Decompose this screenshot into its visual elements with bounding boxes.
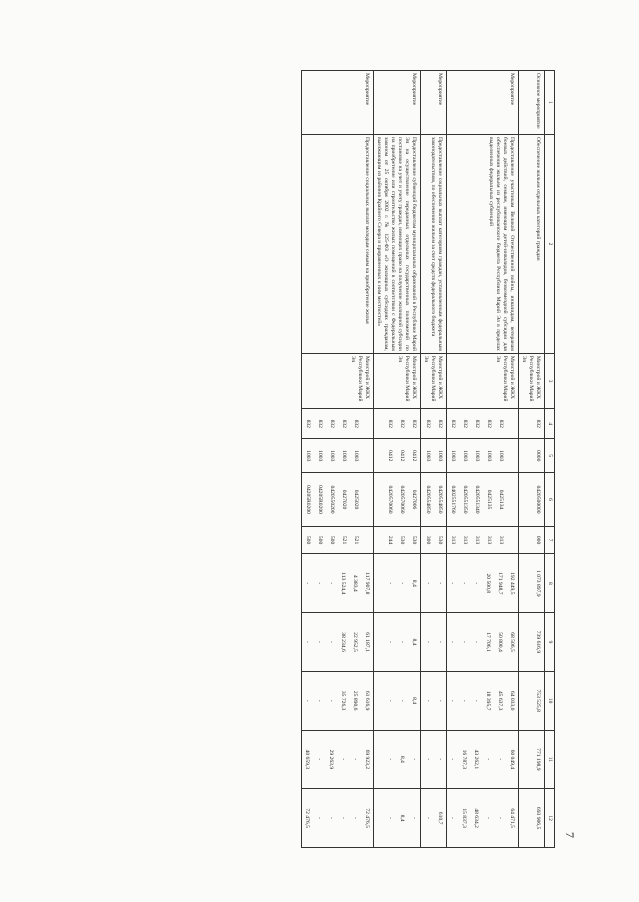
col-11-values [421, 730, 447, 789]
value-cell: 72 476,5 [304, 808, 311, 828]
header-cell-10: 10 [545, 671, 555, 730]
value-cell [509, 411, 515, 436]
value-cell: - [449, 641, 456, 643]
value-cell: 300 [425, 535, 432, 545]
value-cell: 29 263,9 [328, 749, 335, 770]
value-cell: 4 383,4 [352, 574, 359, 592]
value-cell: 17 706,1 [485, 632, 492, 652]
value-cell: 610,7 [437, 811, 444, 825]
value-cell: - [328, 699, 335, 702]
row-executor: Минстрой и ЖКХ Республики Марий Эл [374, 353, 421, 409]
value-cell: 832 [353, 419, 360, 428]
col-10-values [519, 671, 545, 730]
value-cell: 0420570060 [399, 485, 406, 514]
value-cell: 8,4 [411, 697, 418, 705]
header-cell-11: 11 [545, 730, 555, 789]
value-cell: 500 [317, 535, 324, 545]
value-cell [509, 441, 515, 470]
value-cell: 04205R0200 [317, 485, 324, 514]
col-7-values [519, 526, 545, 554]
value-cell: 0420551350 [462, 485, 469, 514]
value-cell: 0425135 [486, 489, 493, 510]
value-cell: - [437, 582, 444, 585]
value-cell: - [304, 699, 311, 702]
value-cell: 753 525,8 [535, 689, 541, 712]
value-cell: 25 890,6 [352, 690, 359, 711]
value-cell: - [485, 817, 492, 820]
value-cell: 0420550200 [329, 485, 336, 514]
value-cell: 0420554850 [425, 485, 432, 514]
value-cell: - [387, 582, 394, 585]
value-cell: - [316, 582, 323, 585]
value-cell: 0420554850 [437, 485, 444, 514]
col-8-values [302, 554, 374, 613]
value-cell: 61 187,1 [364, 632, 371, 652]
value-cell: 60 049,4 [509, 749, 516, 770]
col-4-values [421, 409, 447, 439]
value-cell: - [425, 758, 432, 761]
row-name: Предоставление субвенций бюджетам муниципальных образований в Республике Марий Эл на осуществление переданных отдельных государственных полномочий по постановке на учет и учету граждан, имеющих право на получение жилищной субсидии на приобретение или строительство жилых помещений в соответствии с Федеральным законом от 25 октября 2002 г. № 125-ФЗ «О жилищных субсидиях гражданам, выезжающим из районов Крайнего Севера и приравненных к ним местностей» [374, 135, 421, 354]
value-cell: 521 [353, 535, 360, 545]
value-cell: 832 [486, 419, 493, 428]
value-cell: - [461, 641, 468, 643]
row-executor: Минстрой и ЖКХ Республики Марий Эл [421, 353, 447, 409]
col-10-values [302, 671, 374, 730]
col-5-values [421, 439, 447, 473]
row-name: Обеспечение жильем отдельных категорий граждан [519, 135, 545, 354]
col-4-values [302, 409, 374, 439]
value-cell: 832 [535, 419, 541, 428]
value-cell: 1003 [498, 450, 505, 462]
value-cell: 8,4 [411, 579, 418, 587]
value-cell: 832 [341, 419, 348, 428]
value-cell: 68 506,5 [509, 632, 516, 652]
value-cell: 117 907,8 [364, 572, 371, 595]
value-cell: 832 [399, 419, 406, 428]
row-executor: Минстрой и ЖКХ Республики Марий Эл [447, 353, 519, 409]
value-cell: 15 837,3 [461, 808, 468, 828]
value-cell: - [461, 582, 468, 585]
value-cell: - [497, 817, 504, 820]
row-name: Предоставление участникам Великой Отечественной войны, инвалидам, ветеранам боевых действий, семьям, имеющим детей-инвалидов, безвозмездной субсидии для обеспечения жильем из республиканского бюджета Республики Марий Эл в пределах выделенных федеральных субвенций [447, 135, 519, 354]
value-cell: 61 616,9 [364, 690, 371, 711]
value-cell: 1003 [425, 450, 432, 462]
row-name: Предоставление социальных выплат молодым семьям на приобретение жилья [302, 135, 374, 354]
col-12-values [447, 789, 519, 848]
value-cell: - [340, 817, 347, 820]
table-row [447, 71, 519, 848]
value-cell: 530 [411, 535, 418, 545]
value-cell: 0425020 [353, 489, 360, 510]
col-6-values [374, 473, 421, 526]
rotated-content [55, 40, 585, 870]
value-cell [364, 475, 370, 523]
value-cell: 22 952,5 [352, 632, 359, 652]
value-cell: 1003 [305, 450, 312, 462]
value-cell: - [387, 758, 394, 761]
header-cell-8: 8 [545, 554, 555, 613]
value-cell: 38 234,6 [340, 632, 347, 652]
value-cell: 313 [474, 535, 481, 545]
value-cell: - [387, 699, 394, 702]
value-cell: - [328, 641, 335, 643]
row-executor: Минстрой и ЖКХ Республики Марий Эл [302, 353, 374, 409]
row-executor: Минстрой и ЖКХ Республики Марий Эл [519, 353, 545, 409]
value-cell [509, 475, 515, 523]
col-4-values [374, 409, 421, 439]
value-cell: 8,4 [399, 755, 406, 763]
col-6-values [421, 473, 447, 526]
value-cell: - [328, 582, 335, 585]
value-cell: 500 [305, 535, 312, 545]
page-number: 7 [563, 832, 577, 838]
value-cell: - [485, 758, 492, 761]
budget-table [301, 70, 555, 848]
col-7-values [447, 526, 519, 554]
value-cell: 530 [437, 535, 444, 545]
value-cell: 16 787,3 [461, 749, 468, 770]
value-cell [509, 529, 515, 552]
col-9-values [302, 613, 374, 672]
value-cell: 64 471,5 [509, 808, 516, 828]
value-cell: 0427006 [411, 489, 418, 510]
value-cell: - [304, 582, 311, 585]
value-cell: 40 659,3 [304, 749, 311, 770]
value-cell: 530 [399, 535, 406, 545]
value-cell: 0412 [411, 450, 418, 462]
value-cell: 0412 [399, 450, 406, 462]
value-cell: - [437, 758, 444, 761]
value-cell [364, 411, 370, 436]
value-cell: - [497, 758, 504, 761]
col-7-values [374, 526, 421, 554]
value-cell: 832 [462, 419, 469, 428]
value-cell: 832 [305, 419, 312, 428]
value-cell: 1003 [474, 450, 481, 462]
value-cell: - [387, 641, 394, 643]
value-cell: 1003 [462, 450, 469, 462]
value-cell: - [316, 758, 323, 761]
header-cell-12: 12 [545, 789, 555, 848]
value-cell: 1003 [329, 450, 336, 462]
value-cell: 832 [474, 419, 481, 428]
value-cell: 0402551760 [450, 485, 457, 514]
col-9-values [374, 613, 421, 672]
value-cell: 0412 [387, 450, 394, 462]
value-cell: 244 [387, 535, 394, 545]
value-cell: 1003 [317, 450, 324, 462]
header-row [545, 71, 555, 848]
value-cell: - [473, 582, 480, 585]
value-cell: 832 [387, 419, 394, 428]
value-cell: 1 073 897,9 [535, 570, 541, 597]
value-cell: 771 198,9 [535, 748, 541, 771]
value-cell: - [437, 641, 444, 643]
value-cell: - [411, 758, 418, 761]
col-8-values [374, 554, 421, 613]
value-cell: - [316, 817, 323, 820]
table-row [519, 71, 545, 848]
value-cell: 0425134 [498, 489, 505, 510]
value-cell: 1003 [437, 450, 444, 462]
value-cell: 313 [450, 535, 457, 545]
value-cell: 693 906,5 [535, 806, 541, 830]
col-11-values [302, 730, 374, 789]
header-cell-2: 2 [545, 135, 555, 354]
value-cell: - [411, 817, 418, 820]
value-cell: 0000 [535, 450, 541, 462]
col-9-values [447, 613, 519, 672]
col-11-values [519, 730, 545, 789]
header-cell-5: 5 [545, 439, 555, 473]
value-cell: - [449, 817, 456, 820]
value-cell: 1003 [486, 450, 493, 462]
value-cell: 18 395,7 [485, 690, 492, 711]
header-cell-4: 4 [545, 409, 555, 439]
value-cell: 832 [450, 419, 457, 428]
value-cell: - [425, 641, 432, 643]
value-cell: 832 [437, 419, 444, 428]
col-10-values [374, 671, 421, 730]
value-cell: 832 [498, 419, 505, 428]
value-cell: - [304, 641, 311, 643]
value-cell: 45 637,3 [497, 690, 504, 711]
col-11-values [447, 730, 519, 789]
header-cell-3: 3 [545, 353, 555, 409]
value-cell: - [352, 817, 359, 820]
col-8-values [421, 554, 447, 613]
value-cell: 1003 [450, 450, 457, 462]
value-cell: 43 262,1 [473, 749, 480, 770]
value-cell: 04205R0200 [305, 485, 312, 514]
col-5-values [447, 439, 519, 473]
value-cell: 313 [498, 535, 505, 545]
value-cell: - [449, 758, 456, 761]
value-cell: 832 [329, 419, 336, 428]
value-cell: 832 [425, 419, 432, 428]
col-7-values [302, 526, 374, 554]
col-7-values [421, 526, 447, 554]
col-12-values [519, 789, 545, 848]
row-type: Мероприятие [374, 71, 421, 135]
col-6-values [519, 473, 545, 526]
value-cell: 0420551340 [474, 485, 481, 514]
value-cell: - [425, 582, 432, 585]
col-5-values [519, 439, 545, 473]
col-6-values [447, 473, 519, 526]
value-cell: 313 [462, 535, 469, 545]
value-cell: 500 [329, 535, 336, 545]
value-cell: 832 [317, 419, 324, 428]
value-cell: - [399, 582, 406, 585]
row-type: Основное мероприятие [519, 71, 545, 135]
row-type: Мероприятие [447, 71, 519, 135]
value-cell: - [340, 758, 347, 761]
col-4-values [519, 409, 545, 439]
value-cell: - [399, 641, 406, 643]
table-row [421, 71, 447, 848]
value-cell: 171 948,7 [497, 572, 504, 595]
value-cell: - [449, 699, 456, 702]
value-cell: 313 [486, 535, 493, 545]
value-cell: - [449, 582, 456, 585]
value-cell: 0420500000 [535, 485, 541, 514]
value-cell [364, 529, 370, 552]
col-5-values [302, 439, 374, 473]
col-10-values [421, 671, 447, 730]
row-type: Мероприятие [421, 71, 447, 135]
value-cell: 69 923,2 [364, 749, 371, 770]
col-4-values [447, 409, 519, 439]
value-cell: 20 500,8 [485, 573, 492, 594]
value-cell: 739 616,9 [535, 630, 541, 654]
col-8-values [447, 554, 519, 613]
value-cell: - [473, 641, 480, 643]
col-9-values [519, 613, 545, 672]
col-12-values [302, 789, 374, 848]
value-cell: 8,4 [411, 638, 418, 646]
value-cell: - [399, 699, 406, 702]
table-row [374, 71, 421, 848]
value-cell: 50 800,4 [497, 632, 504, 652]
col-6-values [302, 473, 374, 526]
value-cell: 8,4 [399, 814, 406, 822]
value-cell: - [352, 758, 359, 761]
col-11-values [374, 730, 421, 789]
value-cell: 72 476,5 [364, 808, 371, 828]
col-5-values [374, 439, 421, 473]
value-cell: 521 [341, 535, 348, 545]
value-cell: 0427020 [341, 489, 348, 510]
col-10-values [447, 671, 519, 730]
col-12-values [421, 789, 447, 848]
header-cell-1: 1 [545, 71, 555, 135]
col-8-values [519, 554, 545, 613]
value-cell: 192 449,5 [509, 572, 516, 595]
row-name: Предоставление социальных выплат категориям граждан, установленным федеральным законодательством, по обеспечению жильем за счет средств федерального бюджета [421, 135, 447, 354]
value-cell: - [425, 817, 432, 820]
value-cell: 64 033,0 [509, 690, 516, 711]
row-type: Мероприятие [302, 71, 374, 135]
value-cell: 113 524,4 [340, 572, 347, 595]
value-cell: - [387, 817, 394, 820]
header-cell-7: 7 [545, 526, 555, 554]
header-cell-9: 9 [545, 613, 555, 672]
value-cell: - [316, 699, 323, 702]
table-row [302, 71, 374, 848]
value-cell: 000 [535, 535, 541, 545]
value-cell: 48 634,2 [473, 808, 480, 828]
value-cell: 1003 [353, 450, 360, 462]
value-cell: 1003 [341, 450, 348, 462]
value-cell: 832 [411, 419, 418, 428]
value-cell: - [328, 817, 335, 820]
col-12-values [374, 789, 421, 848]
value-cell: - [316, 641, 323, 643]
value-cell [364, 441, 370, 470]
value-cell: 0420570060 [387, 485, 394, 514]
header-cell-6: 6 [545, 473, 555, 526]
value-cell: - [473, 699, 480, 702]
value-cell: - [461, 699, 468, 702]
col-9-values [421, 613, 447, 672]
value-cell: - [437, 699, 444, 702]
value-cell: - [425, 699, 432, 702]
value-cell: 35 726,3 [340, 690, 347, 711]
